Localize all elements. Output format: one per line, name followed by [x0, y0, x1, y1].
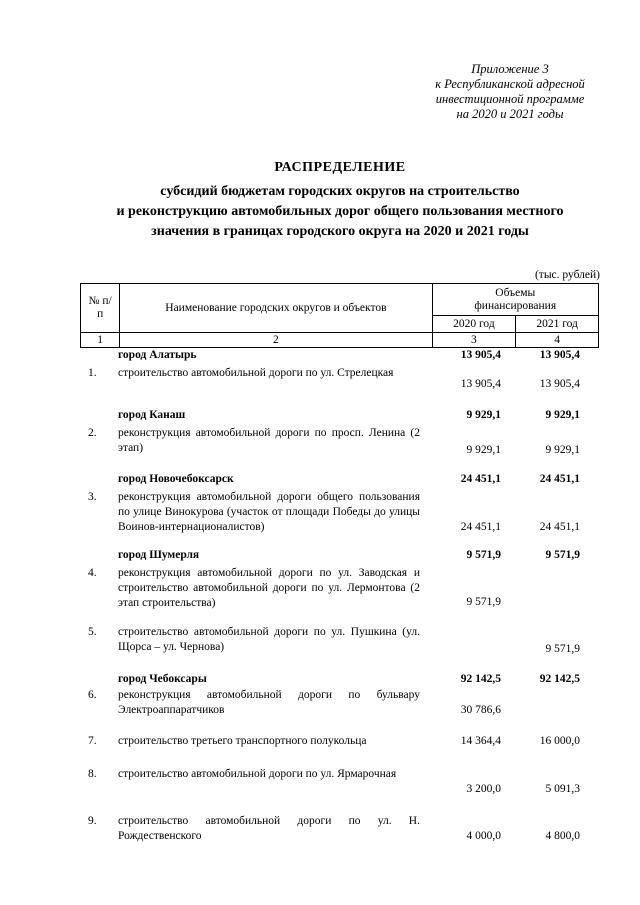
city-total-2021: 24 451,1	[539, 473, 580, 485]
header-year-2021: 2021 год	[516, 316, 599, 333]
item-value-2021: 4 800,0	[545, 830, 580, 842]
item-name: реконструкция автомобильной дороги общего пользования по улице Винокурова (участок от площади Победы до улицы Воинов-интернационалистов)	[118, 491, 420, 533]
city-total-2020: 24 451,1	[460, 473, 501, 485]
city-name: город Новочебоксарск	[118, 473, 234, 485]
item-num: 7.	[88, 735, 97, 747]
item-value-2020: 9 929,1	[466, 444, 501, 456]
title-line-2: и реконструкцию автомобильных дорог общего пользования местного	[116, 204, 564, 219]
item-name: строительство автомобильной дороги по ул. Стрелецкая	[118, 367, 394, 379]
item-num: 2.	[88, 427, 97, 439]
city-group	[80, 348, 600, 408]
appendix-note	[405, 62, 615, 122]
city-name: город Шумерля	[118, 549, 200, 561]
table-header	[80, 283, 599, 348]
item-value-2020: 24 451,1	[460, 521, 501, 533]
item-value-2021: 9 571,9	[545, 643, 580, 655]
title-line-1: субсидий бюджетам городских округов на строительство	[160, 184, 520, 199]
appendix-line-4: на 2020 и 2021 годы	[456, 107, 564, 121]
item-name: строительство третьего транспортного полукольца	[118, 735, 367, 747]
item-value-2020: 9 571,9	[466, 596, 501, 608]
item-value-2020: 13 905,4	[460, 378, 501, 390]
item-value-2021: 24 451,1	[539, 521, 580, 533]
city-name: город Алатырь	[118, 349, 197, 361]
item-value-2021: 5 091,3	[545, 783, 580, 795]
item-num: 1.	[88, 367, 97, 379]
item-name: строительство автомобильной дороги по ул. Ярмарочная	[118, 768, 397, 780]
item-value-2020: 14 364,4	[460, 735, 501, 747]
item-value-2020: 3 200,0	[466, 783, 501, 795]
header-col-4: 4	[516, 333, 599, 348]
city-name: город Чебоксары	[118, 673, 207, 685]
appendix-line-3: инвестиционной программе	[435, 92, 585, 106]
appendix-line-1: Приложение 3	[471, 62, 549, 76]
city-total-2021: 13 905,4	[539, 349, 580, 361]
city-total-2020: 9 571,9	[466, 549, 501, 561]
item-num: 5.	[88, 626, 97, 638]
city-name: город Канаш	[118, 409, 186, 421]
header-year-2020: 2020 год	[432, 316, 516, 333]
header-name: Наименование городских округов и объектов	[120, 284, 432, 333]
item-num: 4.	[88, 567, 97, 579]
item-num: 6.	[88, 689, 97, 701]
appendix-line-2: к Республиканской адресной	[435, 77, 585, 91]
city-group	[80, 548, 600, 672]
item-value-2021: 9 929,1	[545, 444, 580, 456]
item-name: строительство автомобильной дороги по ул. Н. Рождественского	[118, 815, 420, 842]
header-num: № п/п	[81, 284, 120, 333]
title-line-3: значения в границах городского округа на 2020 и 2021 годы	[151, 224, 529, 239]
city-total-2021: 92 142,5	[539, 673, 580, 685]
header-volumes: Объемы финансирования	[432, 284, 598, 316]
city-group	[80, 472, 600, 548]
document-title	[60, 158, 620, 242]
city-total-2020: 13 905,4	[460, 349, 501, 361]
item-num: 9.	[88, 815, 97, 827]
city-total-2020: 9 929,1	[466, 409, 501, 421]
title-heading: РАСПРЕДЕЛЕНИЕ	[274, 160, 406, 175]
city-total-2021: 9 571,9	[545, 549, 580, 561]
item-num: 8.	[88, 768, 97, 780]
header-col-1: 1	[81, 333, 120, 348]
item-value-2021: 16 000,0	[539, 735, 580, 747]
item-value-2021: 13 905,4	[539, 378, 580, 390]
table-body	[80, 348, 600, 852]
city-group	[80, 408, 600, 472]
item-name: реконструкция автомобильной дороги по ул. Заводская и строительство автомобильной дороги по ул. Лермонтова (2 этап строительства)	[118, 567, 420, 609]
item-name: реконструкция автомобильной дороги по бульвару Электроаппаратчиков	[118, 689, 420, 716]
header-col-3: 3	[432, 333, 516, 348]
city-total-2021: 9 929,1	[545, 409, 580, 421]
city-total-2020: 92 142,5	[460, 673, 501, 685]
item-value-2020: 4 000,0	[466, 830, 501, 842]
item-name: реконструкция автомобильной дороги по просп. Ленина (2 этап)	[118, 427, 420, 454]
item-num: 3.	[88, 491, 97, 503]
city-group	[80, 672, 600, 852]
units-label: (тыс. рублей)	[534, 269, 600, 281]
header-col-2: 2	[120, 333, 432, 348]
item-value-2020: 30 786,6	[460, 704, 501, 716]
item-name: строительство автомобильной дороги по ул. Пушкина (ул. Щорса – ул. Чернова)	[118, 626, 420, 653]
